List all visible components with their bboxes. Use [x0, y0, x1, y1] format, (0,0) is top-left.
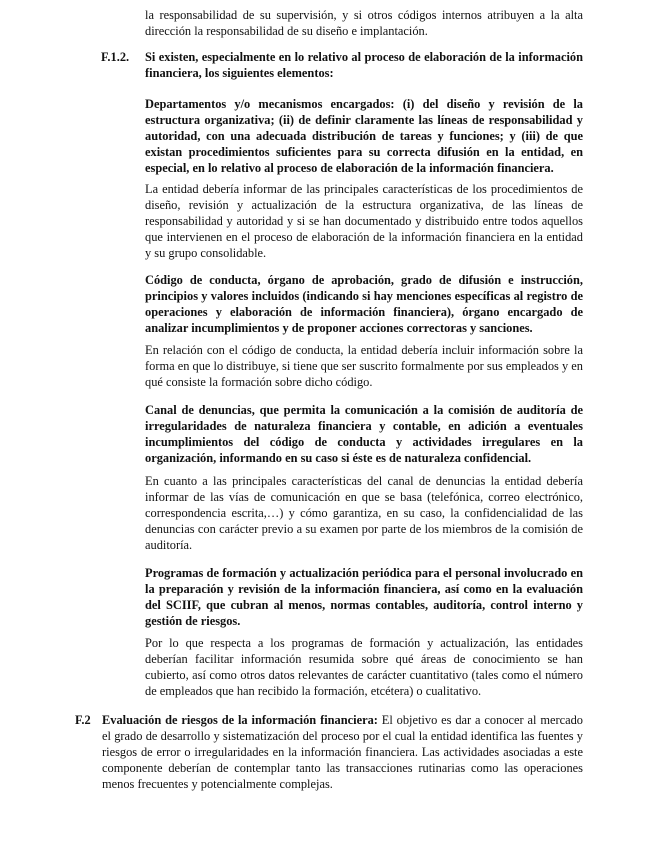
section-heading-f12: Si existen, especialmente en lo relativo al proceso de elaboración de la información financiera, los siguientes elementos:: [145, 50, 583, 80]
section-paragraph-f2: [102, 713, 583, 793]
section-body-f2: El objetivo es dar a conocer al mercado el grado de desarrollo y sistematización del proceso por el cual la entidad identifica las fuentes y riesgos de error o irregularidades en la información financiera. Las actividades asociadas a este componente deberían de contemplar tanto las transacciones rutinarias como las operaciones menos frecuentes y potencialmente complejas.: [102, 713, 583, 791]
item-heading-codigo-conducta: Código de conducta, órgano de aprobación, grado de difusión e instrucción, principios y valores incluidos (indicando si hay menciones específicas al registro de operaciones y elaboración de información financiera), órgano encargado de analizar incumplimientos y de proponer acciones correctoras y sanciones.: [145, 273, 583, 335]
intro-paragraph: la responsabilidad de su supervisión, y si otros códigos internos atribuyen a la alta dirección la responsabilidad de su diseño e implantación.: [145, 8, 583, 38]
item-heading-canal-denuncias: Canal de denuncias, que permita la comunicación a la comisión de auditoría de irregularidades de naturaleza financiera y contable, en adición a eventuales incumplimientos del código de conducta y actividades irregulares en la organización, informando en su caso si éste es de naturaleza confidencial.: [145, 403, 583, 465]
item-body-departamentos: La entidad debería informar de las principales características de los procedimientos de diseño, revisión y actualización de la estructura organizativa, de las líneas de responsabilidad y autoridad y si se han documentado y distribuido entre todos aquellos que intervienen en el proceso de elaboración de la información financiera en la entidad y su grupo consolidable.: [145, 182, 583, 260]
item-body-programas-formacion: Por lo que respecta a los programas de formación y actualización, las entidades deberían facilitar información resumida sobre qué áreas de conocimiento se han cubierto, así como otros datos relevantes de carácter cuantitativo (tales como el número de empleados que han recibido la formación, etcétera) o cualitativo.: [145, 636, 583, 698]
item-body-canal-denuncias: En cuanto a las principales características del canal de denuncias la entidad debería informar de las vías de comunicación en que se basa (telefónica, correo electrónico, correspondencia escrita,…) y cómo garantiza, en su caso, la confidencialidad de las denuncias con carácter previo a su examen por parte de los miembros de la comisión de auditoría.: [145, 474, 583, 552]
item-heading-programas-formacion: Programas de formación y actualización periódica para el personal involucrado en la preparación y revisión de la información financiera, así como en la evaluación del SCIIF, que cubran al menos, normas contables, auditoría, control interno y gestión de riesgos.: [145, 566, 583, 628]
item-heading-departamentos: Departamentos y/o mecanismos encargados: (i) del diseño y revisión de la estructura organizativa; (ii) de definir claramente las líneas de responsabilidad y autoridad, con una adecuada distribución de tareas y funciones; y (iii) de que existan procedimientos suficientes para su correcta difusión en la entidad, en especial, en lo relativo al proceso de elaboración de la información financiera.: [145, 97, 583, 175]
section-heading-f2: Evaluación de riesgos de la información financiera:: [102, 713, 378, 727]
section-number-f2: F.2: [75, 713, 91, 727]
section-number-f12: F.1.2.: [101, 50, 130, 64]
item-body-codigo-conducta: En relación con el código de conducta, la entidad debería incluir información sobre la forma en que lo distribuye, si tiene que ser suscrito formalmente por sus empleados y en qué consiste la formación sobre dicho código.: [145, 343, 583, 389]
